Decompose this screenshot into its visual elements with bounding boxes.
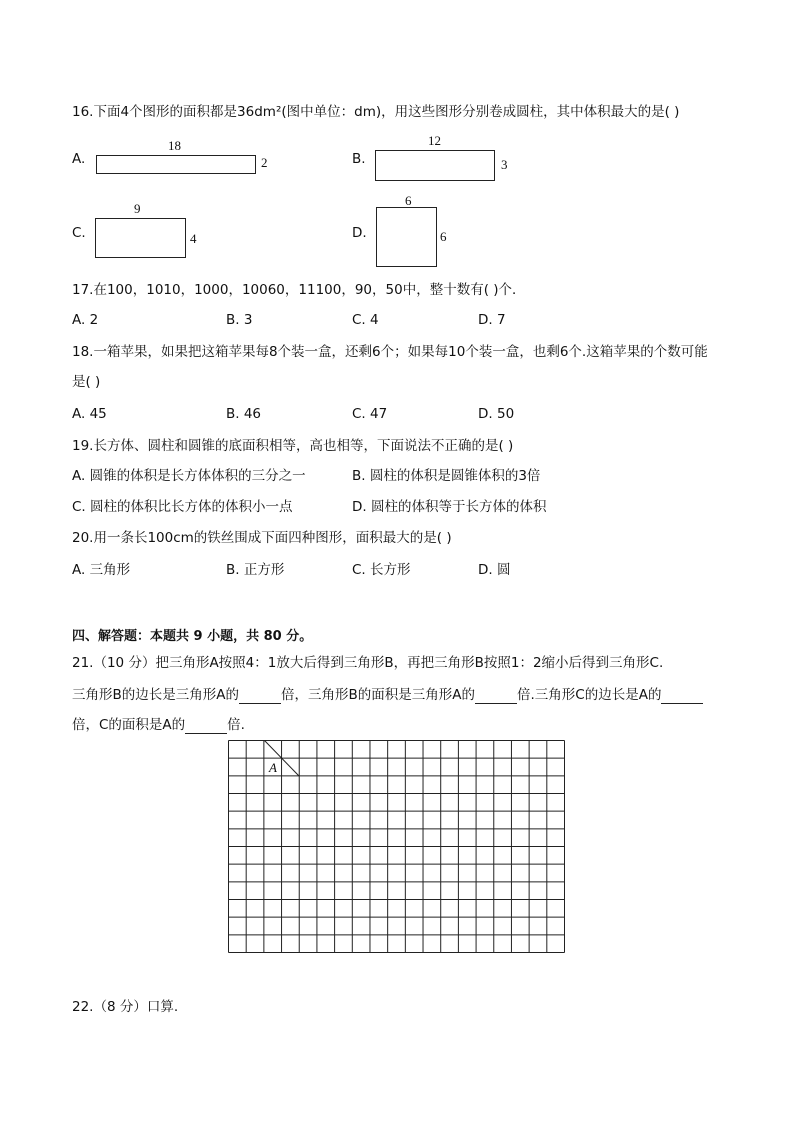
q20-option-d: D. 圆 (478, 562, 511, 578)
q18-option-a: A. 45 (72, 406, 107, 422)
q22-text: 22.（8 分）口算. (72, 999, 179, 1015)
q16-b-side-dimension: 3 (501, 157, 508, 172)
q16-option-d-label: D. (352, 225, 367, 241)
q16-d-side-dimension: 6 (440, 229, 447, 244)
q17-option-b: B. 3 (226, 312, 253, 328)
section-heading: 四、解答题：本题共 9 小题，共 80 分。 (72, 629, 313, 644)
q16-a-top-dimension: 18 (168, 138, 181, 153)
q21-text-line2 (72, 686, 703, 704)
q19-text: 19.长方体、圆柱和圆锥的底面积相等，高也相等，下面说法不正确的是( ) (72, 438, 514, 454)
q16-a-rectangle (96, 155, 256, 174)
q18-option-c: C. 47 (352, 406, 388, 422)
q21-text-line1: 21.（10 分）把三角形A按照4：1放大后得到三角形B，再把三角形B按照1：2缩小后得到三角形C. (72, 655, 664, 671)
q20-text: 20.用一条长100cm的铁丝围成下面四种图形，面积最大的是( ) (72, 530, 452, 546)
q21-line3-part-a: 倍，C的面积是A的 (72, 717, 186, 733)
q16-a-side-dimension: 2 (261, 155, 268, 170)
answer-blank-2[interactable] (475, 689, 517, 704)
q21-line3-part-b: 倍. (227, 717, 245, 733)
q21-line2-part-c: 倍.三角形C的边长是A的 (517, 687, 662, 703)
q16-b-top-dimension: 12 (428, 133, 441, 148)
q20-option-b: B. 正方形 (226, 562, 285, 578)
q16-option-c-label: C. (72, 225, 86, 241)
answer-blank-4[interactable] (185, 719, 227, 734)
q21-line2-part-a: 三角形B的边长是三角形A的 (72, 687, 239, 703)
q21-text-line3 (72, 716, 245, 734)
q18-text-line2: 是( ) (72, 374, 101, 390)
q17-option-c: C. 4 (352, 312, 379, 328)
q16-option-a-label: A. (72, 151, 86, 167)
q16-text: 16.下面4个图形的面积都是36dm²(图中单位：dm)，用这些图形分别卷成圆柱，其中体积最大的是( ) (72, 104, 680, 120)
q18-text-line1: 18.一箱苹果，如果把这箱苹果每8个装一盒，还剩6个；如果每10个装一盒，也剩6个.这箱苹果的个数可能 (72, 344, 708, 360)
answer-blank-1[interactable] (239, 689, 281, 704)
q20-option-c: C. 长方形 (352, 562, 411, 578)
q19-option-d: D. 圆柱的体积等于长方体的体积 (352, 499, 547, 515)
square-grid (228, 740, 566, 954)
q16-c-top-dimension: 9 (134, 201, 141, 216)
q16-b-rectangle (375, 150, 495, 181)
answer-blank-3[interactable] (661, 689, 703, 704)
q16-d-square (376, 207, 437, 267)
q17-text: 17.在100，1010，1000，10060，11100，90，50中，整十数有( )个． (72, 282, 526, 298)
q21-line2-part-b: 倍，三角形B的面积是三角形A的 (281, 687, 475, 703)
q17-option-d: D. 7 (478, 312, 506, 328)
q16-c-side-dimension: 4 (190, 231, 197, 246)
q16-d-top-dimension: 6 (405, 193, 412, 208)
q19-option-b: B. 圆柱的体积是圆锥体积的3倍 (352, 468, 541, 484)
q19-option-c: C. 圆柱的体积比长方体的体积小一点 (72, 499, 293, 515)
q17-option-a: A. 2 (72, 312, 99, 328)
q16-c-rectangle (95, 218, 186, 258)
triangle-a-label: A (269, 760, 277, 775)
q16-option-b-label: B. (352, 151, 366, 167)
q18-option-d: D. 50 (478, 406, 515, 422)
q20-option-a: A. 三角形 (72, 562, 131, 578)
q19-option-a: A. 圆锥的体积是长方体体积的三分之一 (72, 468, 306, 484)
q18-option-b: B. 46 (226, 406, 262, 422)
